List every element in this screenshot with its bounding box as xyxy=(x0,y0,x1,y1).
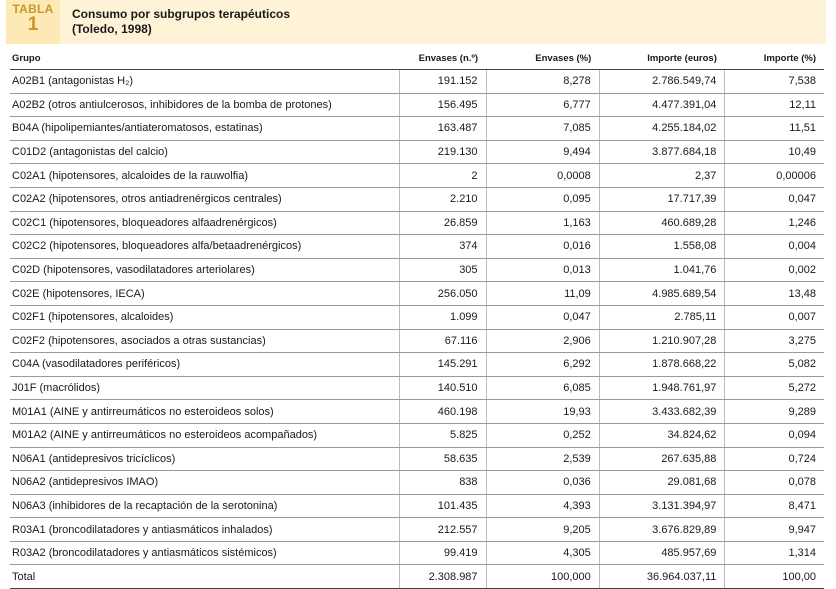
cell-envases-n: 2 xyxy=(400,164,486,188)
cell-importe: 1.041,76 xyxy=(599,258,725,282)
table-row xyxy=(10,353,824,377)
cell-envases-pct: 1,163 xyxy=(486,211,599,235)
cell-envases-pct: 0,095 xyxy=(486,187,599,211)
cell-importe-pct: 9,289 xyxy=(725,400,824,424)
cell-grupo: J01F (macrólidos) xyxy=(10,376,400,400)
cell-envases-pct: 6,777 xyxy=(486,93,599,117)
cell-importe-pct: 1,314 xyxy=(725,541,824,565)
cell-envases-n: 305 xyxy=(400,258,486,282)
cell-envases-n: 156.495 xyxy=(400,93,486,117)
cell-envases-pct: 0,047 xyxy=(486,305,599,329)
cell-importe-pct: 0,002 xyxy=(725,258,824,282)
cell-grupo: A02B1 (antagonistas H₂) xyxy=(10,70,400,94)
cell-importe: 1.210.907,28 xyxy=(599,329,725,353)
table-label-number: 1 xyxy=(27,14,39,35)
cell-grupo: C04A (vasodilatadores periféricos) xyxy=(10,353,400,377)
cell-importe-pct: 0,007 xyxy=(725,305,824,329)
cell-importe: 3.877.684,18 xyxy=(599,140,725,164)
table-subtitle: (Toledo, 1998) xyxy=(72,22,152,36)
col-header-envases-n: Envases (n.º) xyxy=(400,47,486,70)
data-table xyxy=(10,47,824,589)
cell-importe: 2.785,11 xyxy=(599,305,725,329)
cell-envases-n: 145.291 xyxy=(400,353,486,377)
cell-envases-n: 1.099 xyxy=(400,305,486,329)
cell-envases-pct: 6,292 xyxy=(486,353,599,377)
cell-envases-pct: 2,906 xyxy=(486,329,599,353)
cell-importe-pct: 1,246 xyxy=(725,211,824,235)
cell-envases-n: 101.435 xyxy=(400,494,486,518)
cell-grupo: C02E (hipotensores, IECA) xyxy=(10,282,400,306)
table-row xyxy=(10,235,824,259)
table-row xyxy=(10,423,824,447)
col-header-importe-pct: Importe (%) xyxy=(725,47,824,70)
table-body xyxy=(10,70,824,589)
cell-importe-pct: 0,004 xyxy=(725,235,824,259)
cell-importe: 3.676.829,89 xyxy=(599,518,725,542)
table-row xyxy=(10,187,824,211)
table-row xyxy=(10,70,824,94)
cell-importe: 4.255.184,02 xyxy=(599,117,725,141)
cell-envases-n: 460.198 xyxy=(400,400,486,424)
cell-envases-n: 374 xyxy=(400,235,486,259)
cell-envases-pct: 0,252 xyxy=(486,423,599,447)
cell-envases-pct: 2,539 xyxy=(486,447,599,471)
table-row xyxy=(10,376,824,400)
cell-importe: 2,37 xyxy=(599,164,725,188)
table-row xyxy=(10,282,824,306)
cell-importe-pct: 100,00 xyxy=(725,565,824,589)
cell-importe-pct: 0,724 xyxy=(725,447,824,471)
cell-envases-n: 191.152 xyxy=(400,70,486,94)
cell-envases-pct: 9,205 xyxy=(486,518,599,542)
table-row xyxy=(10,447,824,471)
cell-grupo: C02D (hipotensores, vasodilatadores arteriolares) xyxy=(10,258,400,282)
table-row xyxy=(10,164,824,188)
cell-envases-n: 99.419 xyxy=(400,541,486,565)
cell-importe-pct: 11,51 xyxy=(725,117,824,141)
cell-importe-pct: 5,082 xyxy=(725,353,824,377)
cell-grupo: Total xyxy=(10,565,400,589)
cell-envases-n: 26.859 xyxy=(400,211,486,235)
cell-importe-pct: 13,48 xyxy=(725,282,824,306)
table-row xyxy=(10,494,824,518)
col-header-envases-pct: Envases (%) xyxy=(486,47,599,70)
col-header-importe: Importe (euros) xyxy=(599,47,725,70)
cell-grupo: C02A2 (hipotensores, otros antiadrenérgicos centrales) xyxy=(10,187,400,211)
cell-importe-pct: 8,471 xyxy=(725,494,824,518)
cell-importe: 460.689,28 xyxy=(599,211,725,235)
cell-grupo: R03A1 (broncodilatadores y antiasmáticos inhalados) xyxy=(10,518,400,542)
col-header-grupo: Grupo xyxy=(10,47,400,70)
cell-importe: 4.985.689,54 xyxy=(599,282,725,306)
table-header-banner xyxy=(6,0,826,44)
cell-importe-pct: 5,272 xyxy=(725,376,824,400)
cell-envases-n: 219.130 xyxy=(400,140,486,164)
cell-grupo: B04A (hipolipemiantes/antiateromatosos, estatinas) xyxy=(10,117,400,141)
cell-importe-pct: 7,538 xyxy=(725,70,824,94)
table-title-box xyxy=(60,0,826,44)
table-header-row xyxy=(10,47,824,70)
cell-envases-pct: 11,09 xyxy=(486,282,599,306)
cell-importe-pct: 12,11 xyxy=(725,93,824,117)
cell-envases-n: 2.308.987 xyxy=(400,565,486,589)
cell-grupo: N06A3 (inhibidores de la recaptación de la serotonina) xyxy=(10,494,400,518)
cell-envases-pct: 100,000 xyxy=(486,565,599,589)
table-row xyxy=(10,211,824,235)
cell-grupo: C01D2 (antagonistas del calcio) xyxy=(10,140,400,164)
cell-envases-pct: 0,013 xyxy=(486,258,599,282)
cell-grupo: C02A1 (hipotensores, alcaloides de la rauwolfia) xyxy=(10,164,400,188)
cell-importe: 17.717,39 xyxy=(599,187,725,211)
table-label-word: TABLA xyxy=(12,2,54,16)
cell-importe-pct: 0,00006 xyxy=(725,164,824,188)
table-row xyxy=(10,305,824,329)
cell-importe-pct: 10,49 xyxy=(725,140,824,164)
cell-envases-pct: 8,278 xyxy=(486,70,599,94)
cell-grupo: M01A2 (AINE y antirreumáticos no esteroideos acompañados) xyxy=(10,423,400,447)
cell-importe: 1.878.668,22 xyxy=(599,353,725,377)
cell-importe: 29.081,68 xyxy=(599,471,725,495)
table-row xyxy=(10,541,824,565)
cell-importe: 36.964.037,11 xyxy=(599,565,725,589)
cell-envases-pct: 4,305 xyxy=(486,541,599,565)
table-row xyxy=(10,258,824,282)
cell-envases-pct: 6,085 xyxy=(486,376,599,400)
cell-envases-n: 838 xyxy=(400,471,486,495)
table-row xyxy=(10,140,824,164)
cell-importe-pct: 3,275 xyxy=(725,329,824,353)
cell-importe: 1.558,08 xyxy=(599,235,725,259)
cell-envases-pct: 7,085 xyxy=(486,117,599,141)
cell-importe: 3.433.682,39 xyxy=(599,400,725,424)
table-title: Consumo por subgrupos terapéuticos xyxy=(72,7,291,21)
cell-grupo: N06A1 (antidepresivos tricíclicos) xyxy=(10,447,400,471)
cell-envases-pct: 0,0008 xyxy=(486,164,599,188)
table-row xyxy=(10,93,824,117)
cell-grupo: C02C1 (hipotensores, bloqueadores alfaadrenérgicos) xyxy=(10,211,400,235)
cell-envases-n: 5.825 xyxy=(400,423,486,447)
cell-envases-pct: 0,036 xyxy=(486,471,599,495)
cell-importe: 4.477.391,04 xyxy=(599,93,725,117)
cell-importe-pct: 0,078 xyxy=(725,471,824,495)
cell-grupo: N06A2 (antidepresivos IMAO) xyxy=(10,471,400,495)
cell-grupo: R03A2 (broncodilatadores y antiasmáticos sistémicos) xyxy=(10,541,400,565)
cell-envases-n: 140.510 xyxy=(400,376,486,400)
cell-importe: 485.957,69 xyxy=(599,541,725,565)
cell-importe: 2.786.549,74 xyxy=(599,70,725,94)
cell-grupo: M01A1 (AINE y antirreumáticos no esteroideos solos) xyxy=(10,400,400,424)
cell-envases-n: 212.557 xyxy=(400,518,486,542)
table-row xyxy=(10,471,824,495)
cell-envases-n: 163.487 xyxy=(400,117,486,141)
table-row xyxy=(10,400,824,424)
cell-envases-pct: 9,494 xyxy=(486,140,599,164)
cell-grupo: A02B2 (otros antiulcerosos, inhibidores de la bomba de protones) xyxy=(10,93,400,117)
cell-grupo: C02F2 (hipotensores, asociados a otras sustancias) xyxy=(10,329,400,353)
cell-importe: 267.635,88 xyxy=(599,447,725,471)
cell-importe-pct: 0,047 xyxy=(725,187,824,211)
cell-envases-n: 2.210 xyxy=(400,187,486,211)
cell-importe: 1.948.761,97 xyxy=(599,376,725,400)
table-row xyxy=(10,518,824,542)
table-row xyxy=(10,117,824,141)
cell-grupo: C02F1 (hipotensores, alcaloides) xyxy=(10,305,400,329)
cell-envases-n: 58.635 xyxy=(400,447,486,471)
cell-envases-pct: 19,93 xyxy=(486,400,599,424)
table-row xyxy=(10,329,824,353)
cell-envases-pct: 0,016 xyxy=(486,235,599,259)
cell-envases-pct: 4,393 xyxy=(486,494,599,518)
cell-importe: 34.824,62 xyxy=(599,423,725,447)
cell-envases-n: 256.050 xyxy=(400,282,486,306)
cell-grupo: C02C2 (hipotensores, bloqueadores alfa/betaadrenérgicos) xyxy=(10,235,400,259)
cell-envases-n: 67.116 xyxy=(400,329,486,353)
cell-importe: 3.131.394,97 xyxy=(599,494,725,518)
table-label-box xyxy=(6,0,60,44)
cell-importe-pct: 0,094 xyxy=(725,423,824,447)
cell-importe-pct: 9,947 xyxy=(725,518,824,542)
